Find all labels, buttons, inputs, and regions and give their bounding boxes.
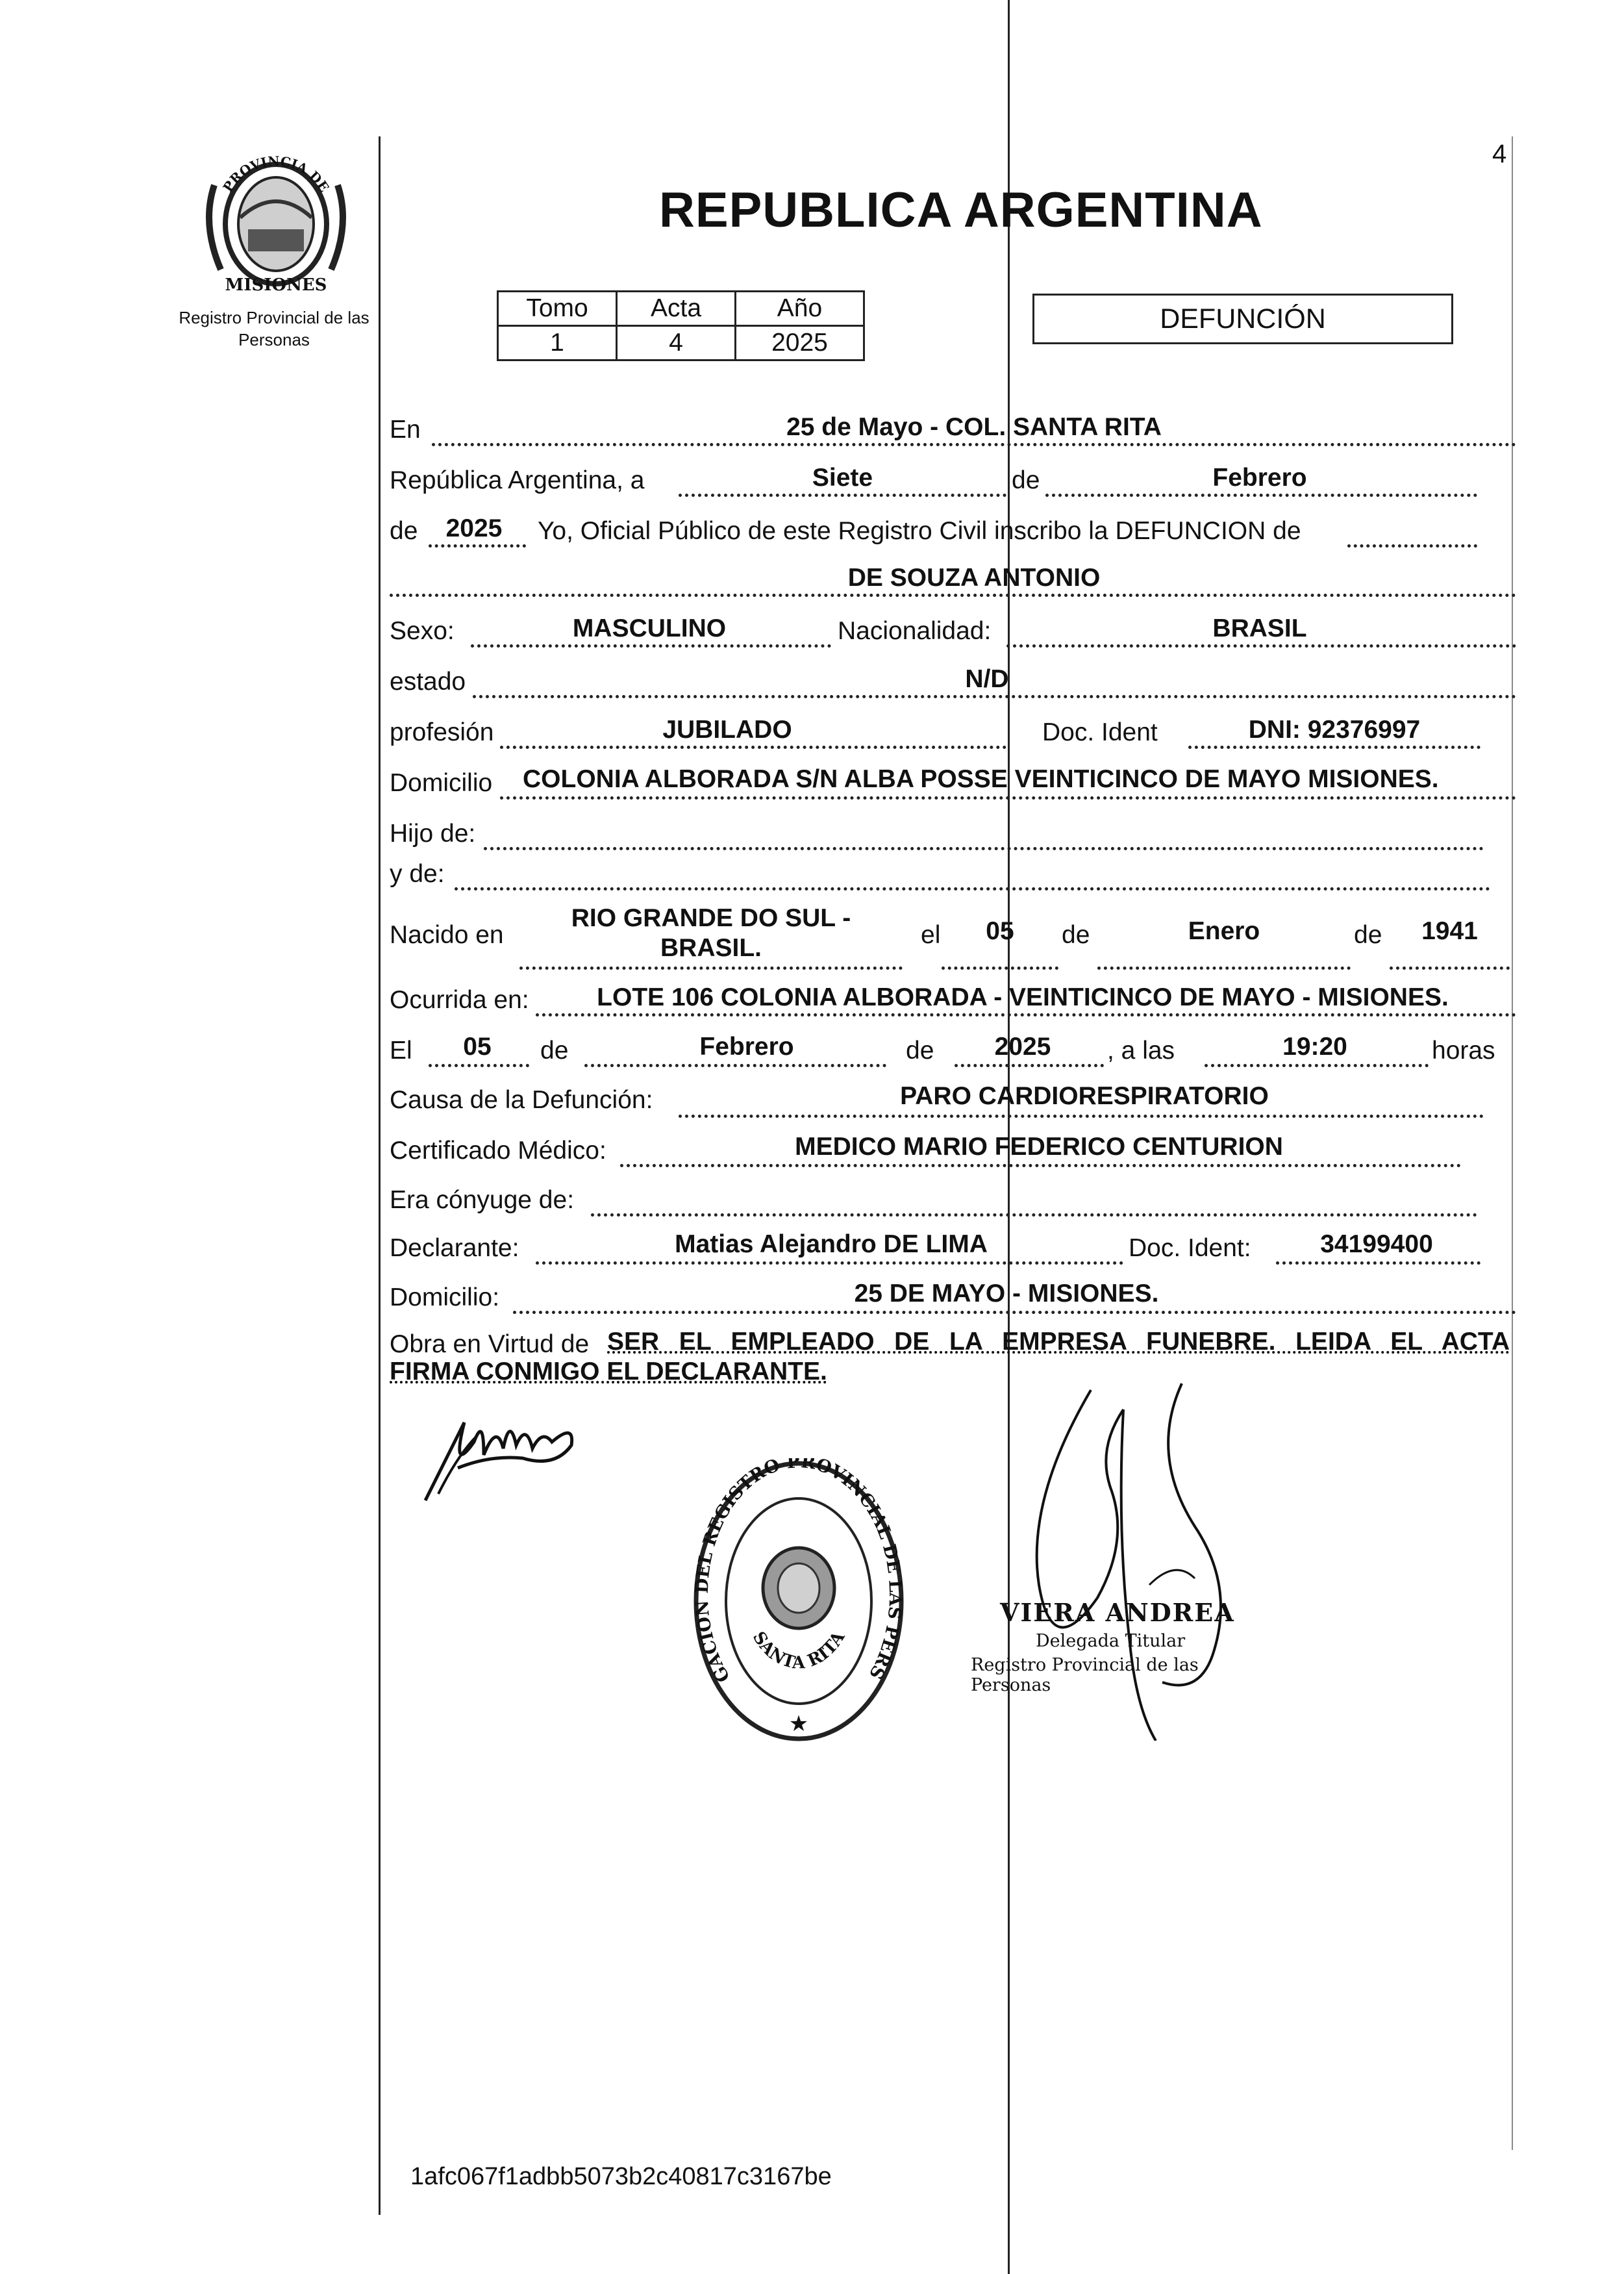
page-title: REPUBLICA ARGENTINA [659, 183, 1263, 238]
dotted-line [1006, 644, 1516, 648]
seal-ring-text: GACION DEL REGISTRO PROVINCIAL DE LAS PERS [692, 1458, 906, 1686]
stamp-office: Registro Provincial de las Personas [971, 1655, 1199, 1695]
de-label: de [1354, 921, 1382, 949]
page-number: 4 [1492, 140, 1507, 168]
def-dia-value: 05 [463, 1033, 492, 1061]
dotted-line [679, 494, 1006, 497]
def-mes-value: Febrero [699, 1033, 794, 1061]
table-value-acta: 4 [617, 326, 736, 360]
hijo-label: Hijo de: [390, 820, 476, 848]
dotted-line [1097, 966, 1351, 970]
stamp-name: VIERA ANDREA [1000, 1598, 1235, 1627]
de-label: de [540, 1037, 569, 1065]
profesion-label: profesión [390, 718, 494, 746]
table-value-anio: 2025 [736, 326, 864, 360]
de-label: de [390, 517, 418, 545]
nacionalidad-value: BRASIL [1212, 614, 1307, 642]
domicilio-label: Domicilio [390, 769, 493, 797]
table-header-tomo: Tomo [498, 292, 617, 326]
record-table [497, 290, 865, 361]
official-seal [688, 1458, 909, 1744]
dotted-line [1205, 1064, 1429, 1067]
left-margin-line [379, 136, 381, 2215]
dotted-line [455, 887, 1490, 891]
declarante-label: Declarante: [390, 1234, 519, 1262]
dotted-line [519, 966, 903, 970]
lugar-value: 25 de Mayo - COL. SANTA RITA [786, 413, 1162, 441]
dotted-line [429, 544, 526, 548]
mes-value: Febrero [1212, 464, 1307, 492]
table-header-acta: Acta [617, 292, 736, 326]
en-label: En [390, 416, 421, 444]
declarante-signature [412, 1396, 594, 1513]
certificado-label: Certificado Médico: [390, 1137, 606, 1165]
dotted-line [471, 644, 831, 648]
dotted-line [591, 1213, 1477, 1217]
oficial-text: Yo, Oficial Público de este Registro Civil inscribo la DEFUNCION de [538, 517, 1301, 545]
el-label: el [921, 921, 941, 949]
causa-label: Causa de la Defunción: [390, 1086, 653, 1114]
dotted-line [432, 443, 1516, 446]
dotted-line [679, 1115, 1484, 1118]
nac-mes-value: Enero [1188, 917, 1260, 945]
domicilio-value: COLONIA ALBORADA S/N ALBA POSSE VEINTICINCO DE MAYO MISIONES. [523, 765, 1439, 793]
de-label: de [906, 1037, 934, 1065]
seal-inner-text: SANTA RITA [748, 1628, 849, 1673]
document-hash: 1afc067f1adbb5073b2c40817c3167be [410, 2163, 832, 2190]
dotted-line [536, 1261, 1123, 1265]
obra-label: Obra en Virtud de [390, 1330, 590, 1358]
official-signature [1000, 1371, 1273, 1741]
dotted-line [1390, 966, 1510, 970]
ocurrida-label: Ocurrida en: [390, 986, 529, 1014]
obra-line-1: SER EL EMPLEADO DE LA EMPRESA FUNEBRE. LEIDA EL ACTA [607, 1328, 1510, 1356]
nac-anio-value: 1941 [1421, 917, 1478, 945]
dotted-line [429, 1064, 529, 1067]
dotted-line [1188, 746, 1480, 749]
stamp-role: Delegada Titular [1036, 1631, 1186, 1651]
nombre-value: DE SOUZA ANTONIO [847, 564, 1101, 592]
nac-dia-value: 05 [986, 917, 1014, 945]
dotted-line [955, 1064, 1104, 1067]
province-logo [195, 146, 357, 302]
horas-label: horas [1432, 1037, 1495, 1065]
dotted-line [390, 594, 1516, 597]
doc-ident-value: DNI: 92376997 [1248, 716, 1421, 744]
anio-value: 2025 [445, 514, 503, 542]
svg-text:SANTA RITA [749, 1628, 849, 1673]
a-las-label: , a las [1107, 1037, 1175, 1065]
table-header-anio: Año [736, 292, 864, 326]
def-anio-value: 2025 [994, 1033, 1051, 1061]
dotted-line [1347, 544, 1477, 548]
sexo-value: MASCULINO [572, 614, 727, 642]
dotted-line [942, 966, 1058, 970]
nacido-lugar-2: BRASIL. [660, 934, 762, 962]
sexo-label: Sexo: [390, 617, 455, 645]
doc-ident-label: Doc. Ident [1042, 718, 1158, 746]
de-label: de [1012, 466, 1040, 494]
declarante-doc-value: 34199400 [1320, 1230, 1433, 1258]
dotted-line [500, 746, 1006, 749]
causa-value: PARO CARDIORESPIRATORIO [900, 1082, 1269, 1110]
nacionalidad-label: Nacionalidad: [838, 617, 992, 645]
dotted-line [620, 1164, 1461, 1167]
nacido-label: Nacido en [390, 921, 504, 949]
profesion-value: JUBILADO [662, 716, 792, 744]
estado-label: estado [390, 668, 466, 696]
certificado-value: MEDICO MARIO FEDERICO CENTURION [795, 1133, 1283, 1161]
republica-label: República Argentina, a [390, 466, 645, 494]
logo-top-text: PROVINCIA DE [219, 153, 332, 195]
dotted-line [500, 796, 1516, 800]
domicilio-label-2: Domicilio: [390, 1283, 500, 1311]
right-margin-line [1512, 136, 1513, 2150]
doc-ident-label-2: Doc. Ident: [1129, 1234, 1251, 1262]
estado-value: N/D [965, 665, 1009, 693]
seal-star-icon: ★ [788, 1712, 809, 1736]
obra-line-2: FIRMA CONMIGO EL DECLARANTE. [390, 1358, 827, 1385]
y-de-label: y de: [390, 860, 445, 888]
table-value-tomo: 1 [498, 326, 617, 360]
conyuge-label: Era cónyuge de: [390, 1186, 575, 1214]
nacido-lugar-1: RIO GRANDE DO SUL - [571, 904, 851, 932]
el-cap-label: El [390, 1037, 412, 1065]
dotted-line [584, 1064, 886, 1067]
hora-value: 19:20 [1282, 1033, 1347, 1061]
dotted-line [536, 1013, 1516, 1017]
dotted-line [484, 847, 1484, 850]
dia-value: Siete [812, 464, 873, 492]
logo-bottom-text: MISIONES [225, 275, 327, 295]
declarante-value: Matias Alejandro DE LIMA [675, 1230, 988, 1258]
dotted-line [1276, 1261, 1480, 1265]
registry-label: Registro Provincial de las Personas [179, 308, 369, 349]
dotted-line [513, 1311, 1516, 1314]
record-type-box: DEFUNCIÓN [1032, 294, 1453, 344]
dotted-line [1045, 494, 1477, 497]
declarante-domicilio-value: 25 DE MAYO - MISIONES. [854, 1280, 1159, 1308]
de-label: de [1062, 921, 1090, 949]
dotted-line [473, 695, 1516, 698]
ocurrida-value: LOTE 106 COLONIA ALBORADA - VEINTICINCO DE MAYO - MISIONES. [597, 983, 1449, 1011]
